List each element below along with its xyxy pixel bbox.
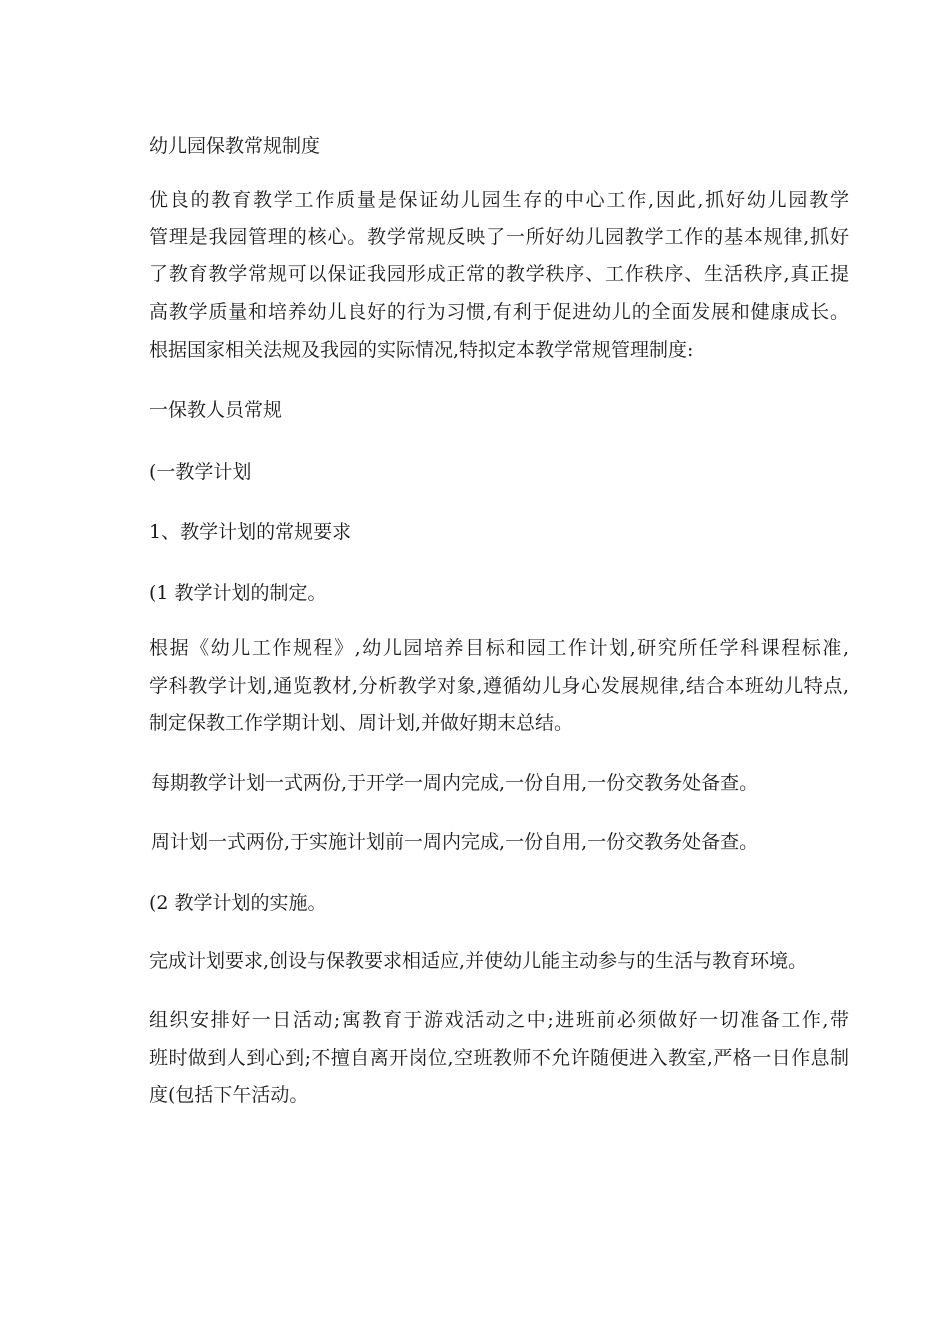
para1-line-3: 制定保教工作学期计划、周计划,并做好期末总结。 bbox=[149, 712, 574, 734]
intro-line-2: 管理是我园管理的核心。教学常规反映了一所好幼儿园教学工作的基本规律,抓好 bbox=[149, 226, 849, 248]
intro-line-1: 优良的教育教学工作质量是保证幼儿园生存的中心工作,因此,抓好幼儿园教学 bbox=[149, 189, 849, 211]
intro-line-5: 根据国家相关法规及我园的实际情况,特拟定本教学常规管理制度: bbox=[149, 339, 694, 361]
para1-line-2: 学科教学计划,通览教材,分析教学对象,遵循幼儿身心发展规律,结合本班幼儿特点, bbox=[149, 675, 849, 697]
intro-line-4: 高教学质量和培养幼儿良好的行为习惯,有利于促进幼儿的全面发展和健康成长。 bbox=[149, 301, 849, 323]
item-heading: 1、教学计划的常规要求 bbox=[149, 521, 352, 543]
para5-line-2: 班时做到人到心到;不擅自离开岗位,空班教师不允许随便进入教室,严格一日作息制 bbox=[149, 1047, 849, 1069]
intro-line-3: 了教育教学常规可以保证我园形成正常的教学秩序、工作秩序、生活秩序,真正提 bbox=[149, 263, 849, 285]
subsection-heading: (一教学计划 bbox=[149, 461, 252, 483]
para5-line-1: 组织安排好一日活动;寓教育于游戏活动之中;进班前必须做好一切准备工作,带 bbox=[149, 1009, 849, 1031]
point-heading-2: (2 教学计划的实施。 bbox=[149, 892, 327, 914]
document-title: 幼儿园保教常规制度 bbox=[149, 135, 321, 157]
paragraph-2: 每期教学计划一式两份,于开学一周内完成,一份自用,一份交教务处备查。 bbox=[151, 772, 759, 794]
point-heading-1: (1 教学计划的制定。 bbox=[149, 582, 327, 604]
section-heading: 一保教人员常规 bbox=[149, 399, 283, 421]
paragraph-4: 完成计划要求,创设与保教要求相适应,并使幼儿能主动参与的生活与教育环境。 bbox=[149, 950, 808, 972]
para1-line-1: 根据《幼儿工作规程》,幼儿园培养目标和园工作计划,研究所任学科课程标准, bbox=[149, 637, 849, 659]
para5-line-3: 度(包括下午活动。 bbox=[149, 1084, 309, 1106]
paragraph-3: 周计划一式两份,于实施计划前一周内完成,一份自用,一份交教务处备查。 bbox=[151, 831, 759, 853]
